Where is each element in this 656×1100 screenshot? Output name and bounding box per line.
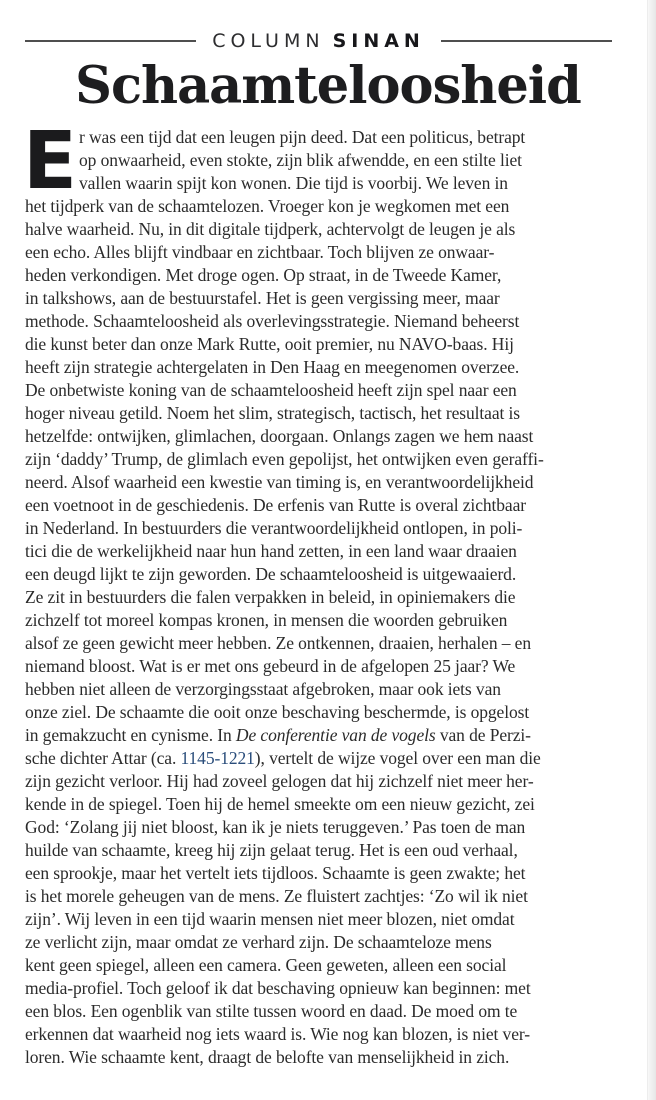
text-segment: vallen waarin spijt kon wonen. Die tijd is voorbij. We leven in <box>79 173 508 193</box>
text-line <box>25 931 635 954</box>
text-line <box>25 701 635 724</box>
text-line <box>25 494 635 517</box>
text-segment: zichzelf tot moreel kompas kronen, in mensen die woorden gebruiken <box>25 610 508 630</box>
text-segment: een voetnoot in de geschiedenis. De erfenis van Rutte is overal zichtbaar <box>25 495 526 515</box>
text-line <box>25 1023 635 1046</box>
text-line <box>25 379 635 402</box>
text-segment: in talkshows, aan de bestuurstafel. Het is geen vergissing meer, maar <box>25 288 500 308</box>
text-segment: hetzelfde: ontwijken, glimlachen, doorgaan. Onlangs zagen we hem naast <box>25 426 534 446</box>
text-segment: op onwaarheid, even stokte, zijn blik afwendde, en een stilte liet <box>79 150 522 170</box>
text-line <box>25 287 635 310</box>
text-line <box>25 862 635 885</box>
text-line <box>25 402 635 425</box>
column-kicker <box>25 30 612 52</box>
text-segment: kent geen spiegel, alleen een camera. Geen geweten, alleen een social <box>25 955 507 975</box>
text-line <box>25 586 635 609</box>
text-line <box>25 310 635 333</box>
text-line <box>25 908 635 931</box>
kicker-label-column: COLUMN <box>212 30 325 52</box>
text-line <box>25 724 635 747</box>
text-segment: De onbetwiste koning van de schaamteloosheid heeft zijn spel naar een <box>25 380 517 400</box>
book-title: De conferentie van de vogels <box>235 725 436 745</box>
text-segment: sche dichter Attar (ca. <box>25 748 181 768</box>
text-line <box>25 218 635 241</box>
text-segment: die kunst beter dan onze Mark Rutte, ooit premier, nu NAVO-baas. Hij <box>25 334 514 354</box>
kicker-label <box>212 30 425 52</box>
text-segment: loren. Wie schaamte kent, draagt de belofte van menselijkheid in zich. <box>25 1047 510 1067</box>
text-line <box>25 632 635 655</box>
text-line <box>25 563 635 586</box>
page-title: Schaamteloosheid <box>75 56 581 116</box>
text-segment: alsof ze geen gewicht meer hebben. Ze ontkennen, draaien, herhalen – en <box>25 633 531 653</box>
text-segment: Ze zit in bestuurders die falen verpakken in beleid, in opiniemakers die <box>25 587 516 607</box>
text-line <box>25 1046 635 1069</box>
text-segment: ), vertelt de wijze vogel over een man die <box>254 748 541 768</box>
text-segment: halve waarheid. Nu, in dit digitale tijdperk, achtervolgt de leugen je als <box>25 219 516 239</box>
text-segment: zijn’. Wij leven in een tijd waarin mensen niet meer blozen, niet omdat <box>25 909 515 929</box>
text-segment: niemand bloost. Wat is er met ons gebeurd in de afgelopen 25 jaar? We <box>25 656 516 676</box>
text-segment: hebben niet alleen de verzorgingsstaat afgebroken, maar ook iets van <box>25 679 501 699</box>
text-line <box>25 425 635 448</box>
text-segment: hoger niveau getild. Noem het slim, strategisch, tactisch, het resultaat is <box>25 403 521 423</box>
text-line <box>25 609 635 632</box>
text-line <box>25 678 635 701</box>
text-line <box>25 195 635 218</box>
text-line <box>25 540 635 563</box>
text-segment: zijn ‘daddy’ Trump, de glimlach even gepolijst, het ontwijken even geraffi- <box>25 449 544 469</box>
text-segment: kende in de spiegel. Toen hij de hemel smeekte om een nieuw gezicht, zei <box>25 794 535 814</box>
text-line <box>25 839 635 862</box>
text-segment: God: ‘Zolang jij niet bloost, kan ik je niets teruggeven.’ Pas toen de man <box>25 817 526 837</box>
text-line <box>25 241 635 264</box>
text-segment: in gemakzucht en cynisme. In <box>25 725 236 745</box>
kicker-rule-right <box>441 40 612 42</box>
text-segment: het tijdperk van de schaamtelozen. Vroeger kon je wegkomen met een <box>25 196 510 216</box>
text-line <box>25 1000 635 1023</box>
text-segment: een blos. Een ogenblik van stilte tussen woord en daad. De moed om te <box>25 1001 518 1021</box>
text-segment: een echo. Alles blijft vindbaar en zichtbaar. Toch blijven ze onwaar- <box>25 242 495 262</box>
kicker-rule-left <box>25 40 196 42</box>
text-segment: zijn gezicht verloor. Hij had zoveel gelogen dat hij zichzelf niet meer her- <box>25 771 534 791</box>
text-line <box>25 885 635 908</box>
year-range-link[interactable]: 1145-1221 <box>180 748 255 768</box>
text-segment: media-profiel. Toch geloof ik dat beschaving opnieuw kan beginnen: met <box>25 978 531 998</box>
text-segment: in Nederland. In bestuurders die verantwoordelijkheid ontlopen, in poli- <box>25 518 523 538</box>
text-segment: erkennen dat waarheid nog iets waard is. Wie nog kan blozen, is niet ver- <box>25 1024 530 1044</box>
text-segment: heeft zijn strategie achtergelaten in Den Haag en meegenomen overzee. <box>25 357 520 377</box>
text-segment: onze ziel. De schaamte die ooit onze beschaving beschermde, is opgelost <box>25 702 530 722</box>
text-line <box>25 333 635 356</box>
text-line <box>25 816 635 839</box>
text-line <box>25 770 635 793</box>
text-line <box>25 448 635 471</box>
text-line <box>25 356 635 379</box>
article-body <box>23 115 635 1069</box>
text-segment: ze verlicht zijn, maar omdat ze verhard zijn. De schaamteloze mens <box>25 932 492 952</box>
text-line <box>25 517 635 540</box>
page-edge-strip <box>647 0 656 1100</box>
text-segment: van de Perzi- <box>435 725 531 745</box>
text-segment: r was een tijd dat een leugen pijn deed. Dat een politicus, betrapt <box>79 127 526 147</box>
kicker-label-sinan: SINAN <box>332 30 425 52</box>
text-line <box>25 747 635 770</box>
text-segment: een sprookje, maar het vertelt iets tijdloos. Schaamte is geen zwakte; het <box>25 863 526 883</box>
text-line <box>25 954 635 977</box>
text-segment: een deugd lijkt te zijn geworden. De schaamteloosheid is uitgewaaierd. <box>25 564 517 584</box>
text-line <box>25 655 635 678</box>
text-line <box>25 264 635 287</box>
text-segment: heden verkondigen. Met droge ogen. Op straat, in de Tweede Kamer, <box>25 265 502 285</box>
drop-cap: E <box>23 115 77 207</box>
body-text <box>23 115 635 1069</box>
text-segment: methode. Schaamteloosheid als overlevingsstrategie. Niemand beheerst <box>25 311 520 331</box>
text-line <box>25 126 635 149</box>
text-line <box>25 172 635 195</box>
text-line <box>25 471 635 494</box>
text-segment: is het morele geheugen van de mens. Ze fluistert zachtjes: ‘Zo wil ik niet <box>25 886 528 906</box>
text-line <box>25 977 635 1000</box>
text-line <box>25 793 635 816</box>
text-segment: huilde van schaamte, kreeg hij zijn gelaat terug. Het is een oud verhaal, <box>25 840 518 860</box>
text-segment: neerd. Alsof waarheid een kwestie van timing is, en verantwoordelijkheid <box>25 472 534 492</box>
text-line <box>25 149 635 172</box>
text-segment: tici die de werkelijkheid naar hun hand zetten, in een land waar draaien <box>25 541 517 561</box>
